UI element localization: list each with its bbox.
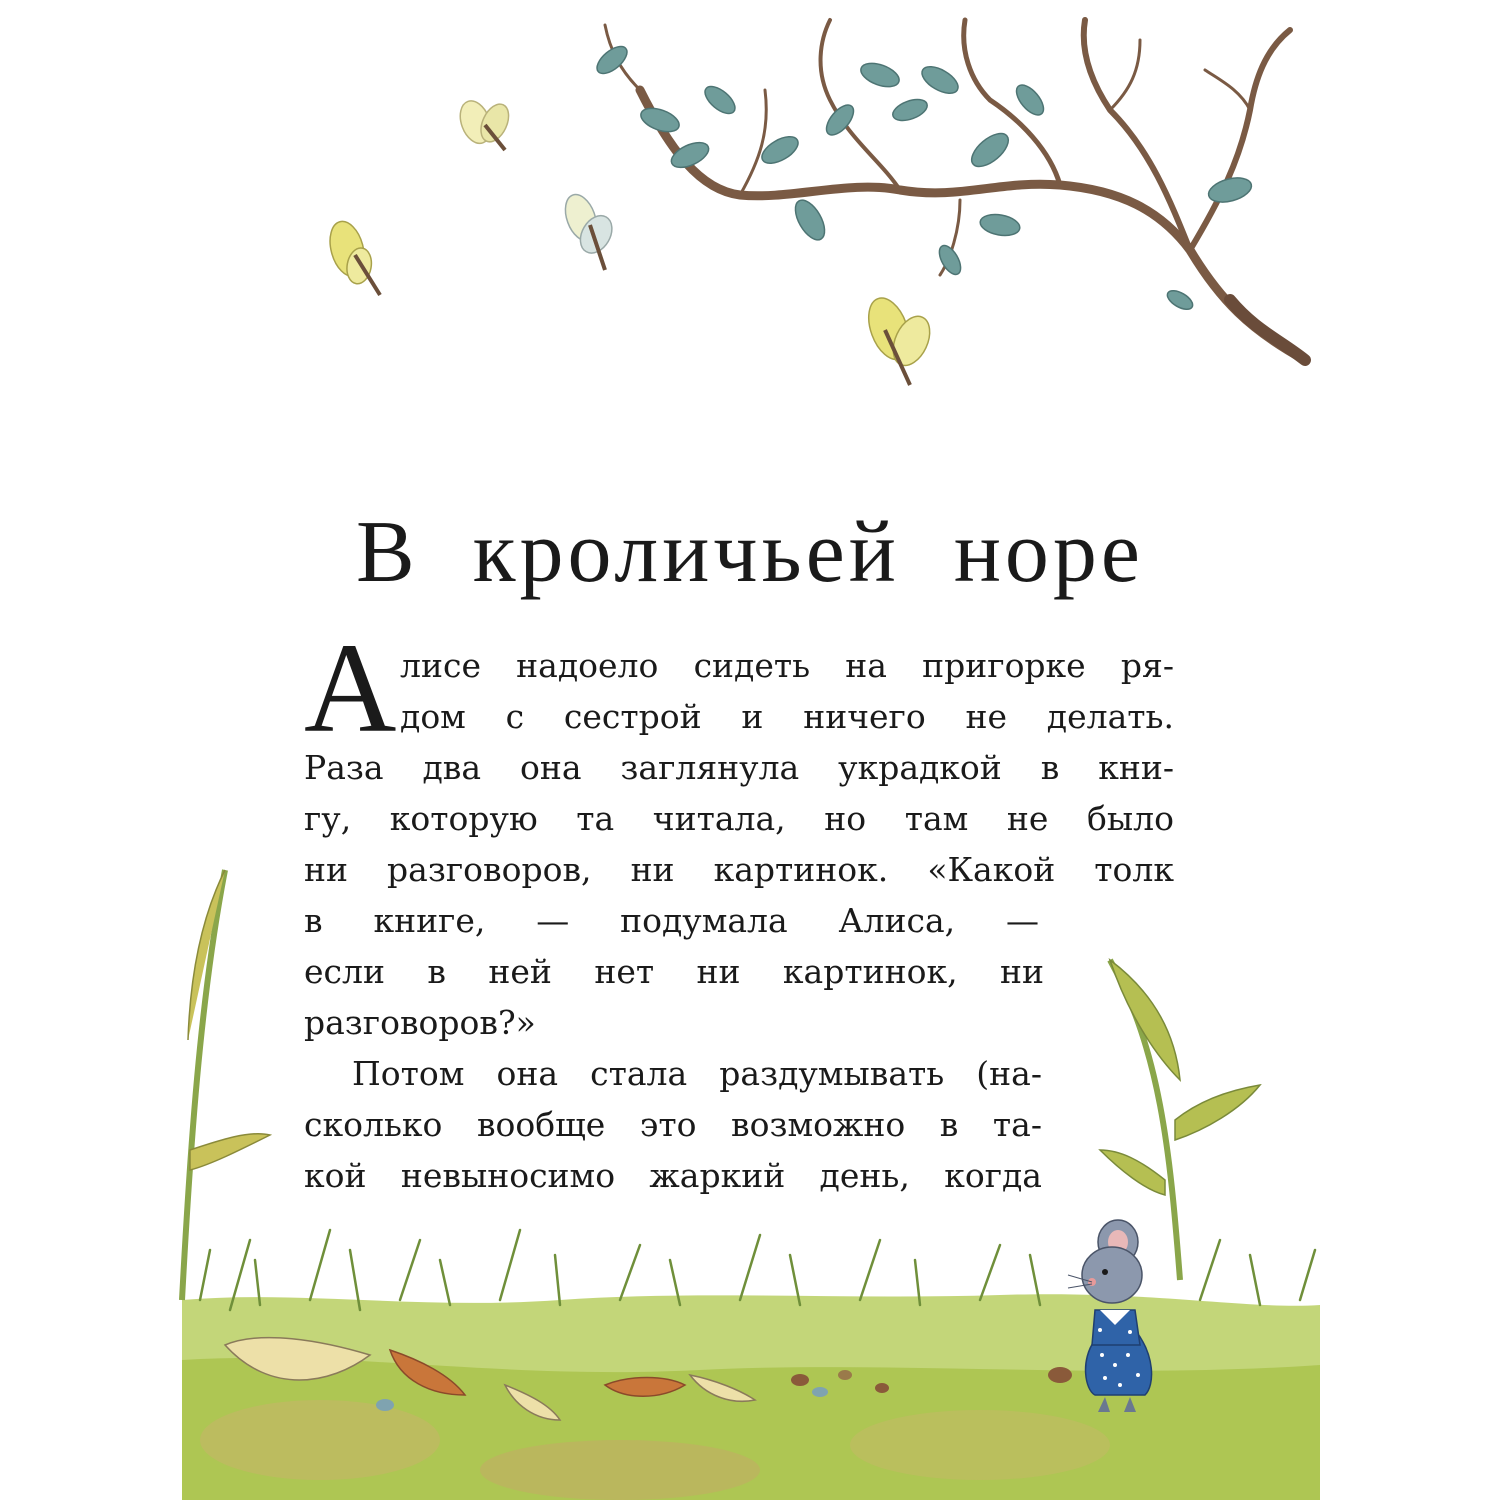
text-line: сколько вообще это возможно в та- bbox=[304, 1105, 1042, 1144]
text-line: дом с сестрой и ничего не делать. bbox=[400, 697, 1174, 736]
tree-branch bbox=[605, 20, 1305, 360]
text-line: в книге, — подумала Алиса, — bbox=[304, 901, 1039, 940]
text-line: разговоров?» bbox=[304, 1003, 536, 1042]
paragraph-1 bbox=[304, 640, 1174, 1048]
paragraph-2 bbox=[304, 1048, 1042, 1201]
text-line: кой невыносимо жаркий день, когда bbox=[304, 1156, 1042, 1195]
drop-cap: А bbox=[304, 617, 397, 759]
text-line: ни разговоров, ни картинок. «Какой толк bbox=[304, 850, 1174, 889]
text-line: Раза два она заглянула украдкой в кни- bbox=[304, 748, 1174, 787]
butterfly bbox=[324, 97, 937, 385]
text-line: лисе надоело сидеть на пригорке ря- bbox=[400, 646, 1174, 685]
text-line: Потом она стала раздумывать (на- bbox=[352, 1054, 1042, 1093]
text-line: гу, которую та читала, но там не было bbox=[304, 799, 1174, 838]
chapter-title: В кроличьей норе bbox=[356, 504, 1144, 601]
text-line: если в ней нет ни картинок, ни bbox=[304, 952, 1044, 991]
